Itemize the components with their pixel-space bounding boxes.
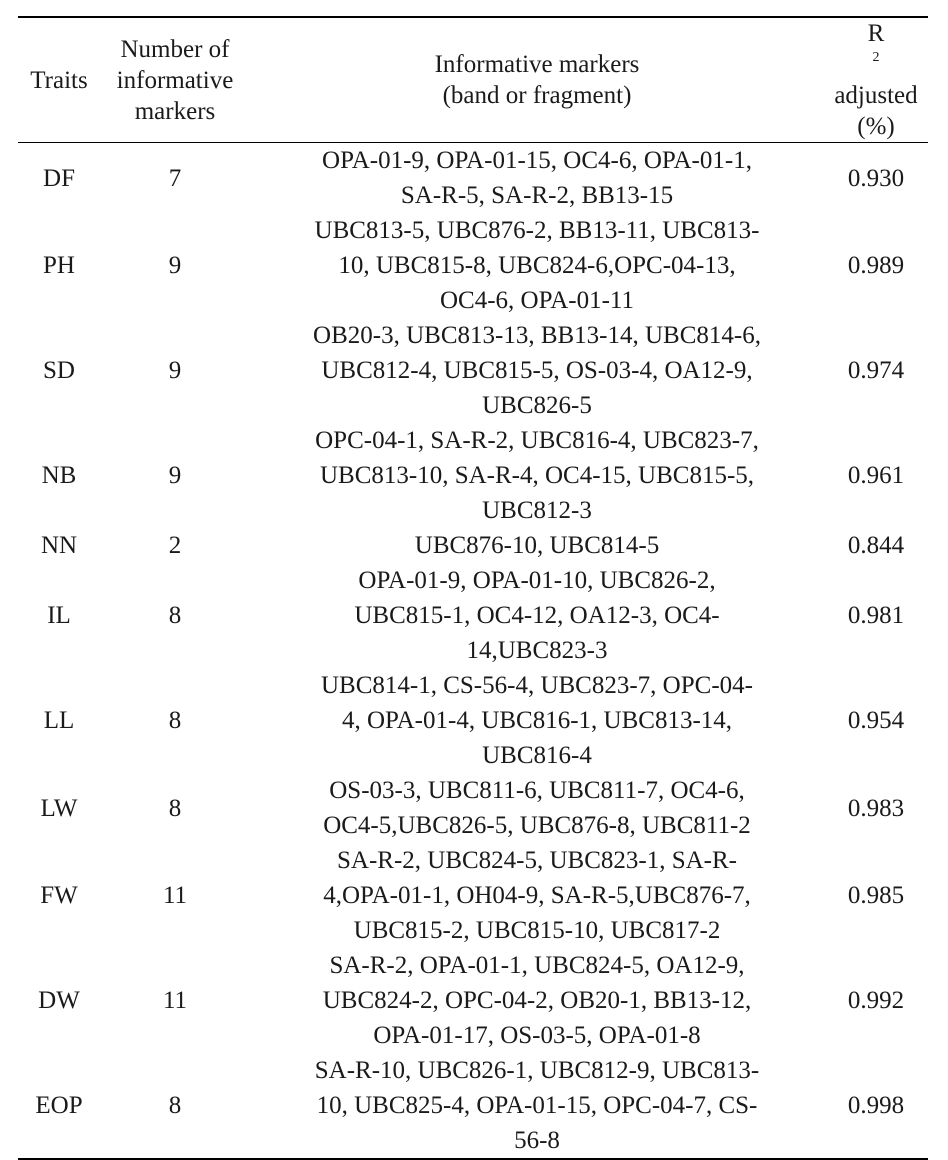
marker-count-cell: 2: [168, 532, 182, 559]
marker-line: UBC813-5, UBC876-2, BB13-11, UBC813-: [314, 217, 760, 244]
header-r2-adjusted: R $^2$ adjusted (%): [834, 20, 918, 140]
marker-line: UBC876-10, UBC814-5: [414, 532, 660, 559]
marker-line: UBC813-10, SA-R-4, OC4-15, UBC815-5,: [319, 462, 755, 489]
marker-line: OB20-3, UBC813-13, BB13-14, UBC814-6,: [313, 322, 761, 349]
trait-cell: LW: [40, 794, 78, 822]
trait-cell: LL: [43, 707, 75, 734]
marker-count-cell: 9: [168, 357, 182, 384]
marker-line: 4, OPA-01-4, UBC816-1, UBC813-14,: [341, 707, 733, 734]
markers-cell: [250, 1053, 824, 1159]
markers-cell: [250, 423, 824, 528]
table-row: [18, 213, 928, 318]
informative-markers-table: [18, 16, 928, 1160]
markers-cell: [250, 528, 824, 563]
trait-cell: NN: [40, 532, 78, 559]
table-row: [18, 843, 928, 948]
marker-line: 10, UBC825-4, OPA-01-15, OPC-04-7, CS-: [316, 1092, 758, 1119]
marker-count-cell: 8: [168, 602, 182, 629]
table-row: [18, 773, 928, 843]
table-row: [18, 668, 928, 773]
markers-cell: [250, 563, 824, 668]
marker-count-cell: 8: [168, 707, 182, 734]
trait-cell: IL: [47, 602, 71, 629]
r2-cell: 0.961: [847, 462, 905, 489]
trait-cell: DW: [38, 987, 80, 1014]
r2-cell: 0.989: [847, 252, 905, 279]
table-body: [18, 143, 928, 1160]
r2-cell: 0.981: [847, 602, 905, 629]
marker-line: UBC814-1, CS-56-4, UBC823-7, OPC-04-: [321, 672, 753, 699]
marker-line: 56-8: [514, 1127, 560, 1154]
marker-count-cell: 9: [168, 462, 182, 489]
r2-cell: 0.998: [847, 1092, 905, 1119]
marker-count-cell: 9: [168, 252, 182, 279]
marker-line: 4,OPA-01-1, OH04-9, SA-R-5,UBC876-7,: [323, 882, 751, 909]
table-row: [18, 948, 928, 1053]
marker-count-cell: 7: [168, 164, 182, 192]
marker-count-cell: 8: [168, 1092, 182, 1119]
markers-cell: [250, 773, 824, 843]
markers-cell: [250, 318, 824, 423]
trait-cell: PH: [43, 252, 75, 279]
marker-line: OC4-5,UBC826-5, UBC876-8, UBC811-2: [323, 812, 751, 839]
r2-cell: 0.992: [847, 987, 905, 1014]
table-row: [18, 423, 928, 528]
marker-line: UBC815-1, OC4-12, OA12-3, OC4-: [354, 602, 720, 629]
marker-line: UBC815-2, UBC815-10, UBC817-2: [353, 917, 721, 944]
marker-line: OPC-04-1, SA-R-2, UBC816-4, UBC823-7,: [315, 427, 759, 454]
marker-line: UBC826-5: [482, 392, 592, 419]
marker-line: OPA-01-9, OPA-01-10, UBC826-2,: [358, 567, 716, 594]
header-number-of-markers: Number of informative markers: [116, 35, 234, 125]
trait-cell: SD: [43, 357, 75, 384]
marker-line: SA-R-2, UBC824-5, UBC823-1, SA-R-: [336, 847, 738, 874]
table-row: [18, 563, 928, 668]
marker-line: 14,UBC823-3: [466, 637, 608, 664]
markers-cell: [250, 143, 824, 214]
table-row: [18, 318, 928, 423]
marker-line: SA-R-2, OPA-01-1, UBC824-5, OA12-9,: [329, 952, 745, 979]
markers-cell: [250, 948, 824, 1053]
r2-cell: 0.844: [847, 532, 905, 559]
marker-count-cell: 8: [168, 794, 182, 822]
marker-line: SA-R-5, SA-R-2, BB13-15: [400, 182, 674, 209]
r2-cell: 0.985: [847, 882, 905, 909]
marker-count-cell: 11: [162, 882, 188, 909]
markers-cell: [250, 843, 824, 948]
marker-line: OPA-01-17, OS-03-5, OPA-01-8: [373, 1022, 701, 1049]
header-row: [18, 17, 928, 143]
marker-line: 10, UBC815-8, UBC824-6,OPC-04-13,: [338, 252, 736, 279]
header-traits: Traits: [30, 66, 88, 94]
marker-line: UBC812-3: [482, 497, 592, 524]
table-row: [18, 528, 928, 563]
trait-cell: EOP: [35, 1092, 83, 1119]
trait-cell: FW: [40, 882, 78, 909]
marker-line: OC4-6, OPA-01-11: [440, 287, 634, 314]
table-row: [18, 1053, 928, 1159]
r2-cell: 0.930: [847, 164, 905, 192]
markers-cell: [250, 668, 824, 773]
r2-cell: 0.974: [847, 357, 905, 384]
marker-line: OS-03-3, UBC811-6, UBC811-7, OC4-6,: [329, 777, 745, 804]
marker-line: OPA-01-9, OPA-01-15, OC4-6, OPA-01-1,: [322, 147, 752, 174]
marker-count-cell: 11: [162, 987, 188, 1014]
marker-line: UBC816-4: [482, 742, 592, 769]
header-informative-markers: Informative markers (band or fragment): [434, 51, 640, 109]
marker-line: UBC812-4, UBC815-5, OS-03-4, OA12-9,: [321, 357, 753, 384]
marker-line: UBC824-2, OPC-04-2, OB20-1, BB13-12,: [322, 987, 752, 1014]
marker-line: SA-R-10, UBC826-1, UBC812-9, UBC813-: [314, 1057, 760, 1084]
r2-cell: 0.983: [847, 794, 905, 822]
table-row: [18, 143, 928, 214]
trait-cell: DF: [43, 164, 75, 192]
r2-cell: 0.954: [847, 707, 905, 734]
trait-cell: NB: [41, 462, 77, 489]
markers-cell: [250, 213, 824, 318]
